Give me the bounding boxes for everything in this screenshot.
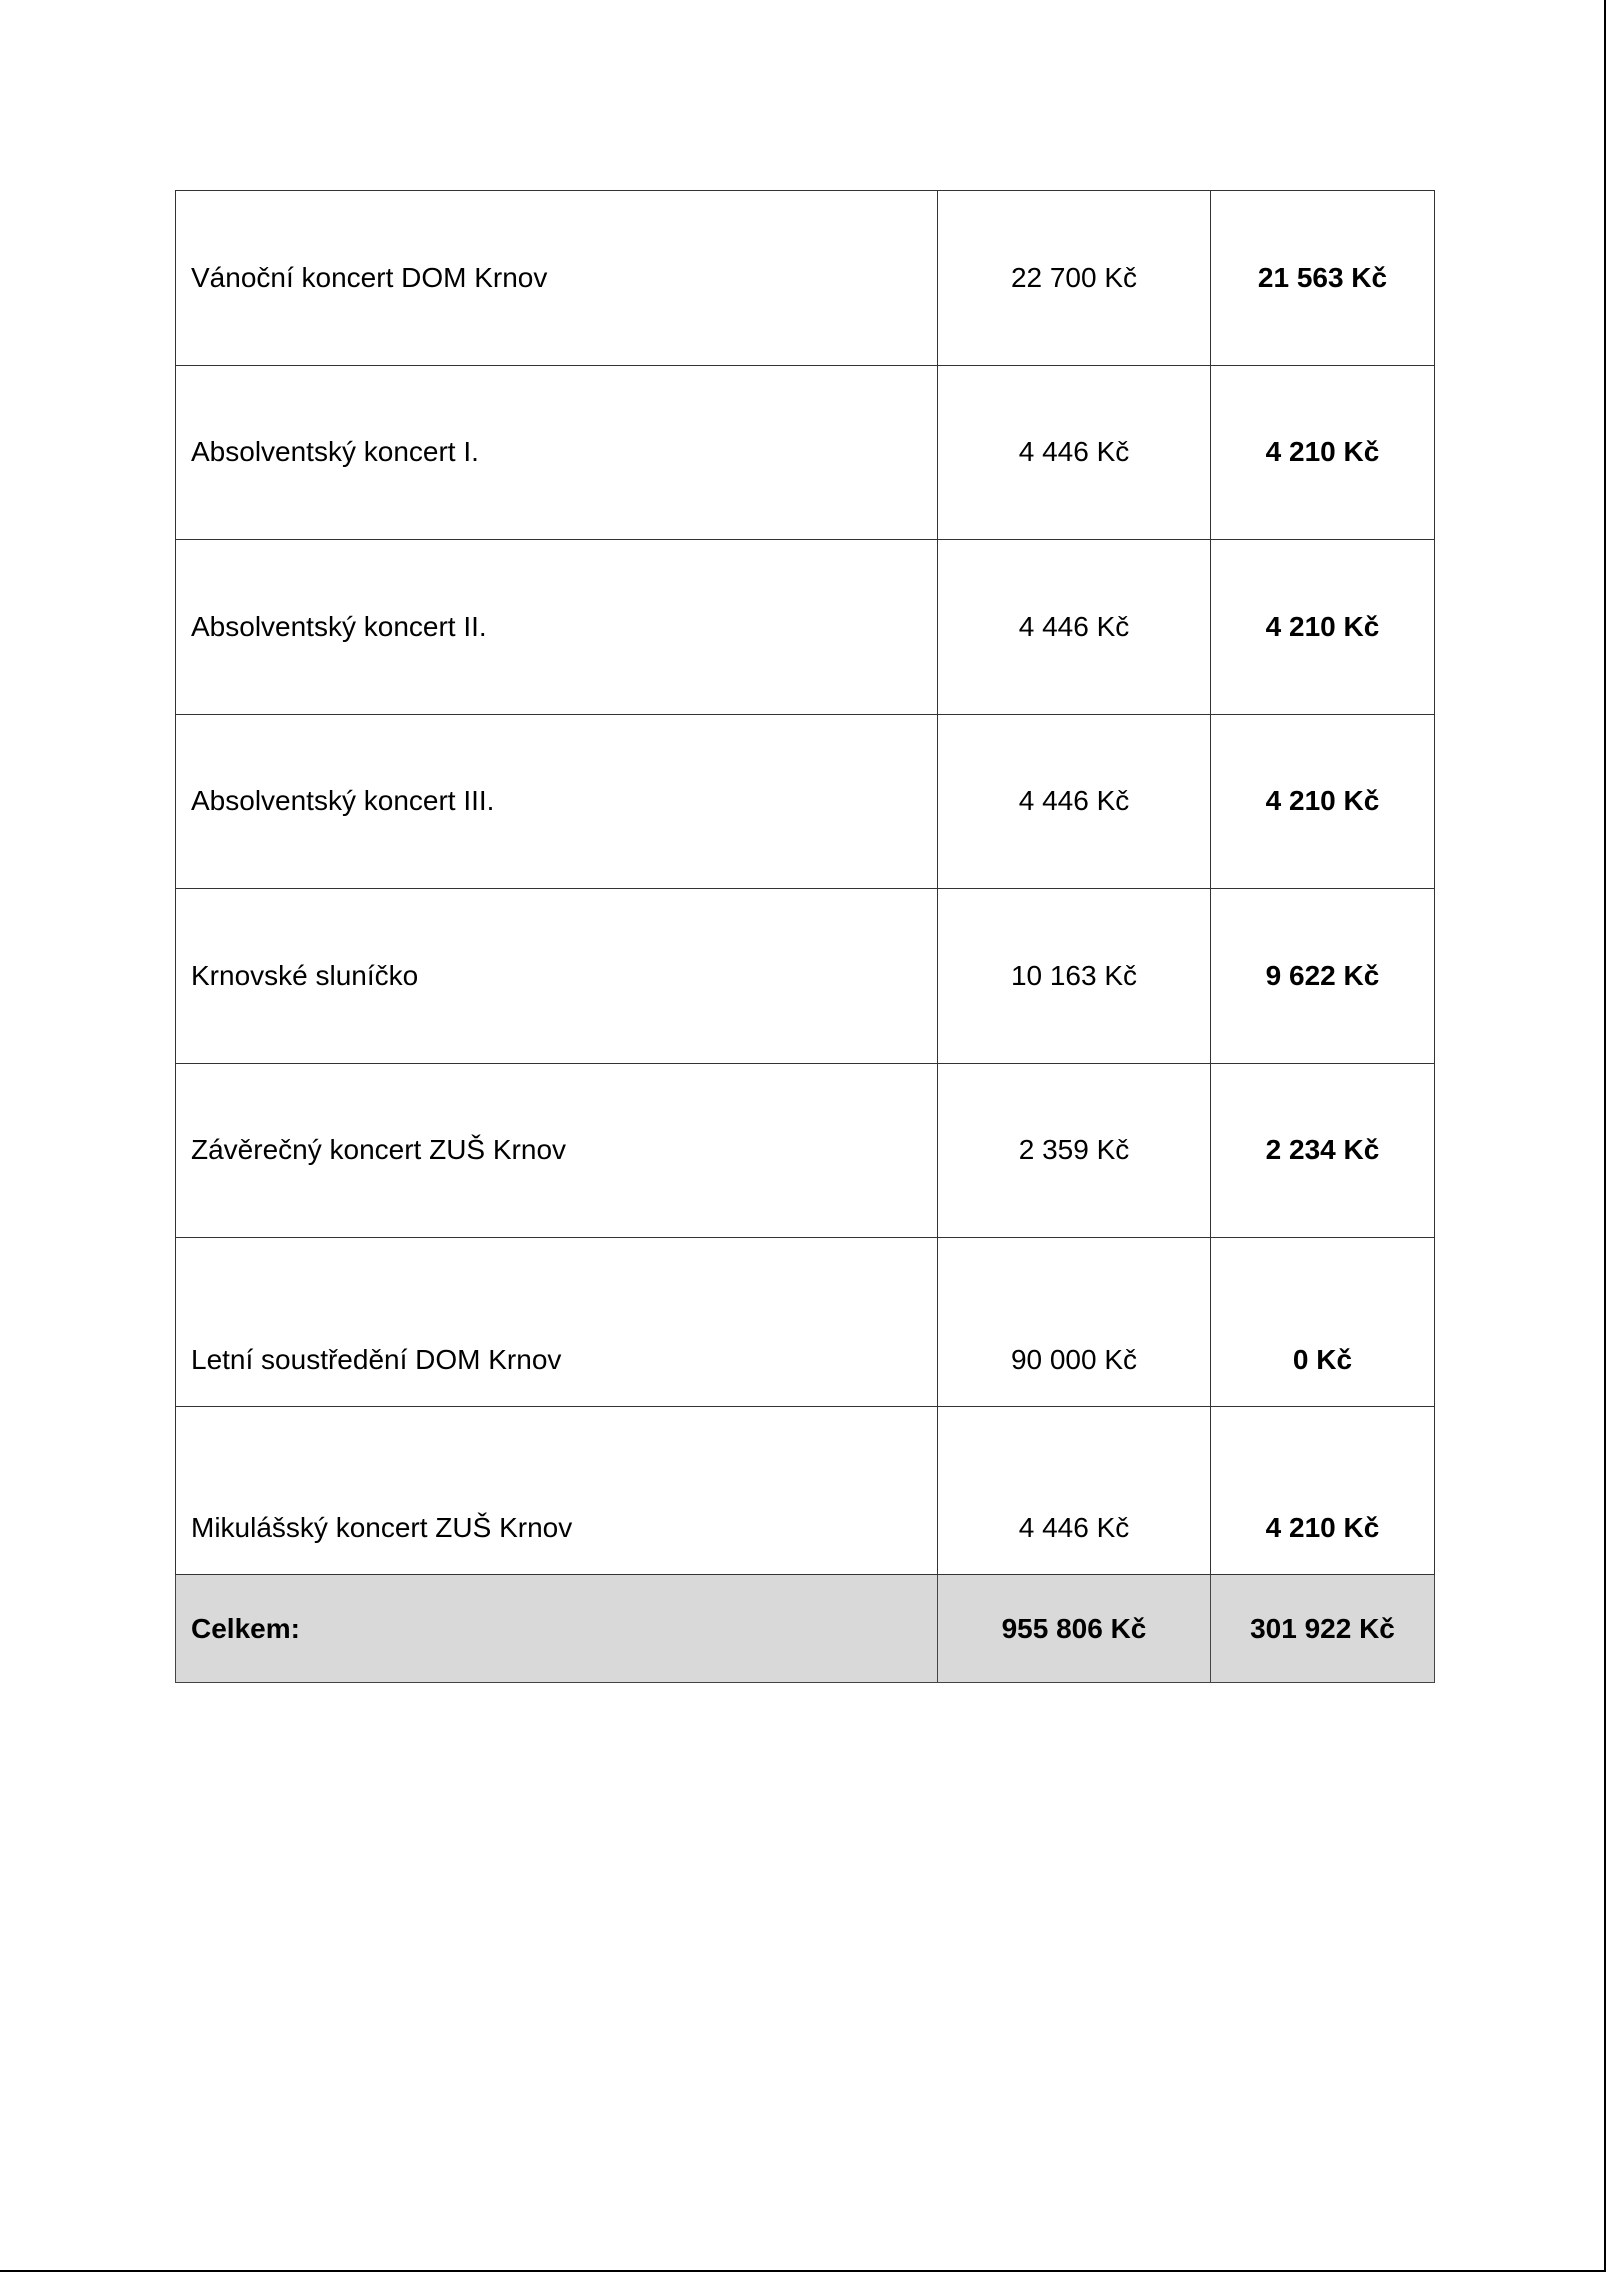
event-name: Vánoční koncert DOM Krnov <box>176 191 938 366</box>
approved-amount: 9 622 Kč <box>1211 889 1435 1064</box>
table-row <box>176 714 1435 889</box>
budget-table <box>175 190 1435 1683</box>
event-name: Letní soustředění DOM Krnov <box>176 1238 938 1407</box>
table-row <box>176 1238 1435 1407</box>
table-row <box>176 889 1435 1064</box>
table-row <box>176 1063 1435 1238</box>
approved-amount: 4 210 Kč <box>1211 714 1435 889</box>
table-row <box>176 1406 1435 1575</box>
requested-amount: 10 163 Kč <box>938 889 1211 1064</box>
table-row <box>176 540 1435 715</box>
approved-amount: 4 210 Kč <box>1211 540 1435 715</box>
approved-amount: 4 210 Kč <box>1211 365 1435 540</box>
total-requested: 955 806 Kč <box>938 1575 1211 1683</box>
approved-amount: 4 210 Kč <box>1211 1406 1435 1575</box>
event-name: Mikulášský koncert ZUŠ Krnov <box>176 1406 938 1575</box>
event-name: Absolventský koncert II. <box>176 540 938 715</box>
requested-amount: 90 000 Kč <box>938 1238 1211 1407</box>
event-name: Závěrečný koncert ZUŠ Krnov <box>176 1063 938 1238</box>
event-name: Absolventský koncert III. <box>176 714 938 889</box>
table-row <box>176 191 1435 366</box>
approved-amount: 2 234 Kč <box>1211 1063 1435 1238</box>
event-name: Absolventský koncert I. <box>176 365 938 540</box>
approved-amount: 0 Kč <box>1211 1238 1435 1407</box>
approved-amount: 21 563 Kč <box>1211 191 1435 366</box>
total-approved: 301 922 Kč <box>1211 1575 1435 1683</box>
requested-amount: 2 359 Kč <box>938 1063 1211 1238</box>
event-name: Krnovské sluníčko <box>176 889 938 1064</box>
total-label: Celkem: <box>176 1575 938 1683</box>
total-row <box>176 1575 1435 1683</box>
requested-amount: 4 446 Kč <box>938 1406 1211 1575</box>
requested-amount: 4 446 Kč <box>938 365 1211 540</box>
requested-amount: 4 446 Kč <box>938 714 1211 889</box>
table-row <box>176 365 1435 540</box>
requested-amount: 4 446 Kč <box>938 540 1211 715</box>
requested-amount: 22 700 Kč <box>938 191 1211 366</box>
